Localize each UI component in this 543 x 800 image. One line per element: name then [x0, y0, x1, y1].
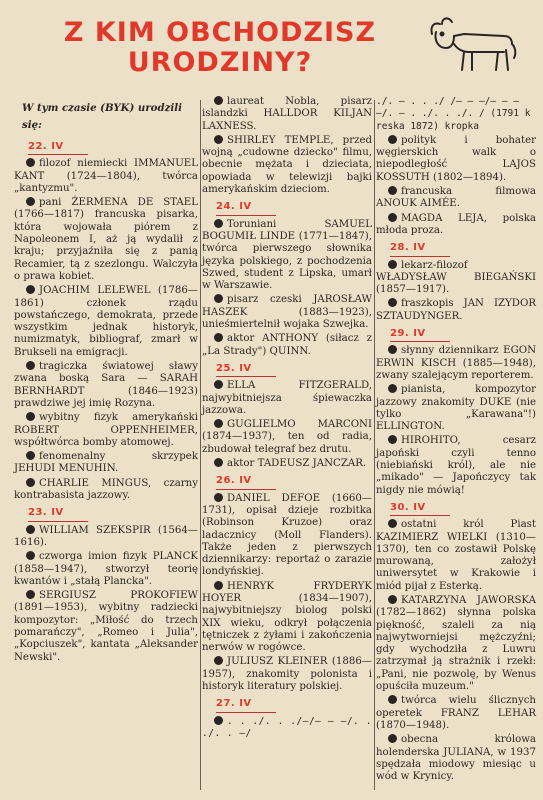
- entry-text: DANIEL DEFOE (1660—1731), opisał dzieje rozbitka (Robinson Kruzoe) oraz ladacznicy (Moll Flanders). Także jeden z pierwszych dziennikarzy: reportaż o zarazie londyńskiej.: [202, 492, 372, 578]
- bullet-icon: [388, 519, 397, 528]
- birthday-entry: [376, 435, 536, 496]
- birthday-entry: [376, 135, 536, 184]
- entry-text: HENRYK FRYDERYK HOYER (1834—1907), najwybitniejszy biolog polski XIX wieku, odkrył połączenia tętniczek z żyłami i zakończenia nerwów w rogówce.: [202, 580, 372, 654]
- column-1: [14, 96, 198, 666]
- date-header: 25. IV: [216, 363, 276, 377]
- column-divider-1: [200, 100, 201, 790]
- entry-text: fraszkopis JAN IZYDOR SZTAUDYNGER.: [376, 298, 536, 322]
- bullet-icon: [214, 380, 223, 389]
- bullet-icon: [388, 345, 397, 354]
- date-header: 27. IV: [216, 698, 276, 712]
- entry-text: WILLIAM SZEKSPIR (1564—1616).: [14, 524, 198, 548]
- birthday-entry: [376, 384, 536, 433]
- birthday-entry: [14, 590, 198, 664]
- bullet-icon: [388, 595, 397, 604]
- birthday-entry: [376, 213, 536, 238]
- birthday-entry: [14, 285, 198, 359]
- birthday-entry: [202, 96, 372, 133]
- title-line-2: URODZINY?: [127, 47, 313, 78]
- birthday-entry: [376, 260, 536, 297]
- morse-code-text: . . ./. . ./—/— — —/. . ./. . —/: [202, 715, 372, 739]
- entry-text: CHARLIE MINGUS, czarny kontrabasista jazzowy.: [14, 477, 198, 502]
- birthday-entry: [14, 361, 198, 410]
- birthday-entry: [202, 294, 372, 331]
- bull-icon: [424, 14, 519, 76]
- bullet-icon: [214, 458, 223, 467]
- birthday-entry: [376, 298, 536, 323]
- entry-text: fenomenalny skrzypek JEHUDI MENUHIN.: [14, 451, 198, 475]
- entry-text: tragiczka światowej sławy zwana boską Sara — SARAH BERNHARDT (1846—1923) prawdziwe jej imię Rozyna.: [14, 361, 198, 409]
- column-2: [202, 96, 372, 742]
- birthday-entry: [376, 595, 536, 693]
- entry-text: Toruniani SAMUEL BOGUMIŁ LINDE (1771—1847), twórca pierwszego słownika języka polskiego, z pochodzenia Szwed, student z Lipska, umarł w Warszawie.: [202, 218, 372, 292]
- birthday-entry: [14, 451, 198, 476]
- entry-text: ELLA FITZGERALD, najwybitniejsza śpiewaczka jazzowa.: [202, 380, 372, 416]
- entry-text: MAGDA LEJA, polska młoda proza.: [376, 212, 536, 236]
- bullet-icon: [214, 96, 223, 105]
- bullet-icon: [26, 285, 35, 294]
- bullet-icon: [26, 525, 35, 534]
- birthday-entry: [376, 186, 536, 211]
- entry-text: twórca wielu ślicznych operetek FRANZ LEHAR (1870—1948).: [376, 695, 536, 731]
- bullet-icon: [388, 186, 397, 195]
- entry-text: lekarz-filozof WŁADYSŁAW BIEGAŃSKI (1857—1917).: [376, 259, 536, 296]
- bullet-icon: [26, 551, 35, 560]
- bullet-icon: [388, 695, 397, 704]
- birthday-entry: [202, 656, 372, 693]
- bullet-icon: [26, 197, 35, 206]
- bullet-icon: [26, 361, 35, 370]
- birthday-entry: [202, 458, 372, 470]
- entry-text: aktor TADEUSZ JANCZAR.: [227, 458, 367, 470]
- birthday-entry: [376, 695, 536, 732]
- bullet-icon: [214, 716, 223, 725]
- entry-text: laureat Nobla, pisarz islandzki HALLDOR KILJAN LAXNESS.: [202, 96, 372, 132]
- bullet-icon: [214, 493, 223, 502]
- entry-text: aktor ANTHONY (siłacz z „La Strady") QUINN.: [202, 333, 372, 357]
- entry-text: JULIUSZ KLEINER (1886—1957), znakomity polonista i historyk literatury polskiej.: [202, 656, 372, 693]
- bullet-icon: [388, 298, 397, 307]
- birthday-entry: [14, 412, 198, 449]
- birthday-entry: [202, 419, 372, 456]
- bullet-icon: [214, 656, 223, 665]
- entry-text: francuska filmowa ANOUK AIMÉE.: [376, 186, 536, 210]
- birthday-entry: [14, 158, 198, 195]
- title-line-1: Z KIM OBCHODZISZ: [63, 17, 377, 48]
- date-header: 23. IV: [28, 507, 88, 521]
- bullet-icon: [388, 135, 397, 144]
- date-header: 30. IV: [390, 502, 450, 516]
- bullet-icon: [388, 213, 397, 222]
- birthday-entry: [202, 581, 372, 655]
- birthday-entry: [14, 551, 198, 588]
- bullet-icon: [26, 478, 35, 487]
- entry-text: JOACHIM LELEWEL (1786—1861) członek rządu powstańczego, demokrata, przede wszystkim jednak historyk, numizmatyk, bibliograf, zmarł w Brukseli na emigracji.: [14, 285, 198, 358]
- entry-text: filozof niemiecki IMMANUEL KANT (1724—1804), twórca „kantyzmu".: [14, 158, 198, 194]
- entry-text: obecna królowa holenderska JULIANA, w 1937 spędzała miodowy miesiąc u wód w Krynicy.: [376, 734, 536, 783]
- entry-text: pianista, kompozytor jazzowy znakomity DUKE (nie tylko „Karawana"!) ELLINGTON.: [376, 384, 536, 433]
- birthday-entry: [376, 734, 536, 783]
- bullet-icon: [26, 412, 35, 421]
- entry-text: wybitny fizyk amerykański ROBERT OPPENHEIMER, współtwórca bomby atomowej.: [14, 412, 198, 448]
- entry-text: HIROHITO, cesarz japoński czyli tenno (niebiański król), ale nie „mikado" — Japończycy tak nigdy nie mówią!: [376, 435, 536, 496]
- date-header: 28. IV: [390, 242, 450, 256]
- date-header: 26. IV: [216, 475, 276, 489]
- entry-text: KATARZYNA JAWORSKA (1782—1862) słynna polska piękność, szaleli za nią najwytworniejsi mężczyźni; gdy wychodziła z Luwru zatrzymał ją strażnik i rzekł: „Pani, nie pozwolę, by Wenus opuściła muzeum.": [376, 594, 536, 693]
- bullet-icon: [388, 734, 397, 743]
- bullet-icon: [214, 135, 223, 144]
- morse-entry: [202, 716, 372, 741]
- bullet-icon: [388, 435, 397, 444]
- birthday-entry: [14, 197, 198, 283]
- bullet-icon: [26, 158, 35, 167]
- bullet-icon: [214, 419, 223, 428]
- date-header: 29. IV: [390, 328, 450, 342]
- entry-text: pisarz czeski JAROSŁAW HASZEK (1883—1923), unieśmiertelnił wojaka Szwejka.: [202, 294, 372, 331]
- page-title: [20, 18, 420, 78]
- bullet-icon: [26, 590, 35, 599]
- entry-text: czworga imion fizyk PLANCK (1858—1947), stworzył teorię kwantów i „stałą Plancka".: [14, 551, 198, 587]
- birthday-entry: [202, 135, 372, 196]
- birthday-entry: [376, 519, 536, 593]
- bullet-icon: [214, 581, 223, 590]
- entry-text: SHIRLEY TEMPLE, przed wojną „cudowne dziecko" filmu, obecnie mężata i dzieciata, opowiada w telewizji bajki amerykańskim dzieciom.: [202, 134, 372, 196]
- birthday-entry: [202, 219, 372, 293]
- birthday-entry: [14, 478, 198, 503]
- birthday-entry: [202, 380, 372, 417]
- bullet-icon: [388, 384, 397, 393]
- bullet-icon: [214, 333, 223, 342]
- bullet-icon: [214, 294, 223, 303]
- bullet-icon: [26, 451, 35, 460]
- bullet-icon: [388, 260, 397, 269]
- entry-text: GUGLIELMO MARCONI (1874—1937), ten od radia, zbudował telegraf bez drutu.: [202, 419, 372, 455]
- intro-text: W tym czasie (BYK) urodzili się:: [22, 102, 182, 131]
- column-3: [376, 96, 536, 785]
- entry-text: polityk i bohater węgierskich walk o niepodległość LAJOS KOSSUTH (1802—1894).: [376, 134, 536, 183]
- date-header: 24. IV: [216, 201, 276, 215]
- birthday-entry: [202, 493, 372, 579]
- entry-text: ostatni król Piast KAZIMIERZ WIELKI (1310—1370), ten co zostawił Polskę murowaną, założył uniwersytet w Krakowie i miód pijał z Esterką.: [376, 519, 536, 592]
- entry-text: SERGIUSZ PROKOFIEW (1891—1953), wybitny radziecki kompozytor: „Miłość do trzech pomarańczy", „Romeo i Julia", „Kopciuszek", kantata „Aleksander Newski".: [14, 590, 198, 663]
- entry-text: pani ŻERMENA DE STAEL (1766—1817) francuska pisarka, która wojowała piórem z Napoleonem I, aż ją wydalił z kraju; przyjaźniła się z panią Recamier, tą z szezlongu. Walczyła o prawa kobiet.: [14, 197, 198, 282]
- date-header: 22. IV: [28, 141, 88, 155]
- birthday-entry: [14, 525, 198, 550]
- morse-code-text: ./. — . . ./ /— — —/— — — —/. — . ./. . ./. / (1791 kreska 1872) kropka: [376, 96, 531, 132]
- column-divider-2: [374, 100, 375, 790]
- birthday-entry: [376, 345, 536, 382]
- birthday-entry: [202, 333, 372, 358]
- bullet-icon: [214, 219, 223, 228]
- entry-text: słynny dziennikarz EGON ERWIN KISCH (1885—1948), zwany szalejącym reporterem.: [376, 345, 536, 381]
